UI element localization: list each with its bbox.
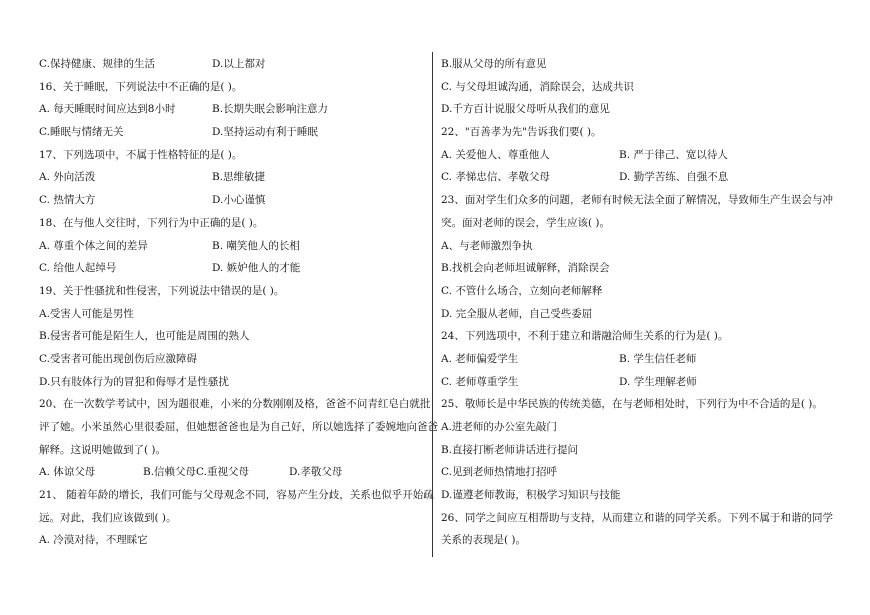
option-text: C. 给他人起绰号 [39, 262, 117, 275]
option-text: D. 学生理解老师 [619, 375, 697, 388]
text-line: 19、关于性骚扰和性侵害，下列说法中错误的是( )。 [39, 284, 285, 297]
option-row [39, 461, 419, 484]
text-line: C. 与父母坦诚沟通，消除误会，达成共识 [441, 80, 634, 93]
text-line: 关系的表现是( )。 [441, 534, 527, 547]
text-line: C. 不管什么场合，立刻向老师解释 [441, 284, 603, 297]
text-line: 24、下列选项中，不利于建立和谐融洽师生关系的行为是( )。 [441, 330, 729, 343]
option-text: D.以上都对 [212, 58, 266, 70]
column-divider [432, 52, 433, 557]
option-row [39, 53, 419, 76]
option-text: C. 孝悌忠信、孝敬父母 [441, 171, 550, 184]
text-line: D.谨遵老师教诲，积极学习知识与技能 [441, 489, 621, 502]
right-column [441, 53, 833, 552]
text-line: 22、"百善孝为先"告诉我们要( )。 [441, 126, 602, 139]
text-line: A、与老师激烈争执 [441, 239, 533, 252]
text-line: B.找机会向老师坦诚解释，消除误会 [441, 262, 610, 275]
text-line: A.受害人可能是男性 [39, 307, 134, 320]
text-line: 解释。这说明她做到了( )。 [39, 443, 167, 456]
text-line: A. 冷漠对待，不理睬它 [39, 534, 148, 547]
option-text: A. 体谅父母 [39, 466, 96, 479]
text-line: C.见到老师热情地打招呼 [441, 466, 557, 479]
option-text: B. 嘲笑他人的长相 [212, 239, 300, 252]
option-row [39, 257, 419, 280]
text-line: B.直接打断老师讲话进行提问 [441, 443, 579, 456]
option-row [39, 166, 419, 189]
text-line: 26、同学之间应互相帮助与支持，从而建立和谐的同学关系。下列不属于和谐的同学 [441, 511, 833, 524]
option-text: C. 热情大方 [39, 194, 96, 207]
option-text: B. 严于律己、宽以待人 [619, 148, 728, 161]
option-text: B.长期失眠会影响注意力 [212, 103, 329, 116]
option-text: A. 老师偏爱学生 [441, 352, 519, 365]
text-line: 17、下列选项中，不属于性格特征的是( )。 [39, 148, 243, 161]
option-text: D.孝敬父母 [289, 466, 343, 479]
option-text: A. 尊重个体之间的差异 [39, 239, 148, 252]
left-column [39, 53, 438, 552]
option-row [441, 371, 833, 394]
option-text: C.保持健康、规律的生活 [39, 58, 155, 70]
option-text: A. 关爱他人、尊重他人 [441, 148, 550, 161]
option-row [39, 189, 419, 212]
text-line: D.千方百计说服父母听从我们的意见 [441, 103, 610, 116]
text-line: B.服从父母的所有意见 [441, 58, 547, 70]
option-text: A. 外向活泼 [39, 171, 96, 184]
text-line: 18、在与他人交往时，下列行为中正确的是( )。 [39, 216, 264, 229]
option-text: B. 学生信任老师 [619, 352, 697, 365]
option-row [441, 166, 833, 189]
option-row [441, 348, 833, 371]
option-row [39, 98, 419, 121]
text-line: 远。对此，我们应该做到( )。 [39, 511, 177, 524]
option-text: C.重视父母 [196, 466, 249, 479]
text-line: 16、关于睡眠，下列说法中不正确的是( )。 [39, 80, 243, 93]
text-line: A.进老师的办公室先敲门 [441, 421, 557, 433]
option-text: C.睡眠与情绪无关 [39, 126, 124, 139]
option-text: D. 嫉妒他人的才能 [212, 262, 301, 275]
option-text: D.坚持运动有利于睡眠 [212, 126, 318, 139]
text-line: D.只有肢体行为的冒犯和侮辱才是性骚扰 [39, 375, 229, 388]
text-line: D. 完全服从老师，自己受些委屈 [441, 307, 593, 320]
text-line: B.侵害者可能是陌生人，也可能是周围的熟人 [39, 330, 250, 343]
text-line: 21、 随着年龄的增长，我们可能与父母观念不同，容易产生分歧，关系也似乎开始疏 [39, 489, 434, 502]
option-text: C. 老师尊重学生 [441, 375, 519, 388]
text-line: 突。面对老师的误会，学生应该( )。 [441, 216, 611, 229]
option-row [39, 235, 419, 258]
option-text: D.小心谨慎 [212, 194, 266, 207]
text-line: C.受害者可能出现创伤后应激障碍 [39, 352, 197, 365]
text-line: 20、在一次数学考试中，因为题很难，小米的分数刚刚及格，爸爸不问青红皂白就批 [39, 398, 431, 411]
option-row [441, 144, 833, 167]
text-line: 23、面对学生们众多的问题，老师有时候无法全面了解情况，导致师生产生误会与冲 [441, 194, 833, 207]
option-row [39, 121, 419, 144]
option-text: A. 每天睡眠时间应达到8小时 [39, 103, 176, 116]
text-line: 评了她。小米虽然心里很委屈，但她想爸爸也是为自己好，所以她选择了委婉地向爸爸 [39, 421, 438, 433]
option-text: B.信赖父母 [143, 466, 197, 479]
option-text: B.思维敏捷 [212, 171, 266, 184]
text-line: 25、敬师长是中华民族的传统美德，在与老师相处时，下列行为中不合适的是( )。 [441, 398, 823, 411]
option-text: D. 勤学苦练、自强不息 [619, 171, 729, 184]
